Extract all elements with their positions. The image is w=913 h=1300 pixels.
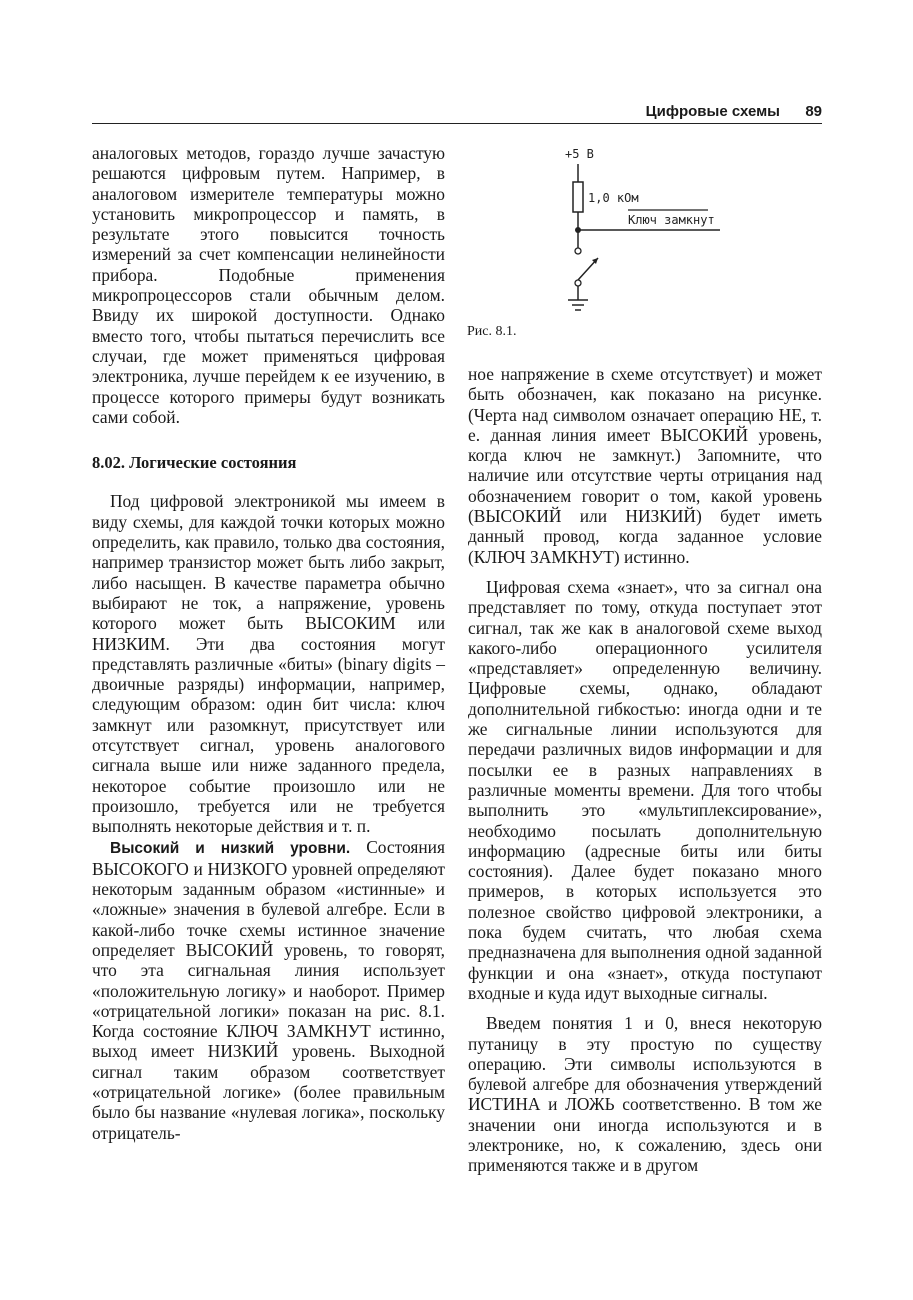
paragraph-text: Состояния ВЫСОКОГО и НИЗКОГО уровней определяют некоторым заданным образом «истинные» и «ложные» значения в булевой алгебре. Если в какой-либо точке схемы истинное значение определяет ВЫСОКИЙ уровень, то говорят, что эта сигнальная линия использует «положительную логику» и наоборот. Пример «отрицательной логики» показан на рис. 8.1. Когда состояние КЛЮЧ ЗАМКНУТ истинно, выход имеет НИЗКИЙ уровень. Выходной сигнал таким образом соответствует «отрицательной логике» (более правильным было бы название «нулевая логика», поскольку отрицатель- (92, 836, 445, 1143)
output-label: Ключ замкнут (628, 213, 715, 227)
resistor (573, 182, 583, 212)
page-number: 89 (805, 103, 822, 120)
paragraph: ное напряжение в схеме отсутствует) и может быть обозначен, как показано на рисунке. (Черта над символом означает операцию НЕ, т. е. данная линия имеет ВЫСОКИЙ уровень, когда ключ не замкнут.) Запомните, что наличие или отсутствие черты отрицания над обозначением говорит о том, какой уровень (ВЫСОКИЙ или НИЗКИЙ) будет иметь данный провод, когда заданное условие (КЛЮЧ ЗАМКНУТ) истинно. (468, 364, 822, 567)
paragraph: Под цифровой электроникой мы имеем в виду схемы, для каждой точки которых можно определить, как правило, только два состояния, например транзистор может быть либо закрыт, либо насыщен. В качестве параметра обычно выбирают не ток, а напряжение, уровень которого может быть ВЫСОКИМ или НИЗКИМ. Эти два состояния могут представлять различные «биты» (binary digits – двоичные разряды) информации, например, следующим образом: один бит числа: ключ замкнут или разомкнут, присутствует или отсутствует сигнал, уровень аналогового сигнала выше или ниже заданного предела, некоторое событие произошло или не произошло, требуется или не требуется выполнять некоторые действия и т. п. (92, 491, 445, 837)
resistor-label: 1,0 кОм (588, 191, 639, 205)
figure-caption: Рис. 8.1. (467, 324, 517, 339)
right-column (468, 364, 822, 1176)
section-heading: 8.02. Логические состояния (92, 453, 297, 473)
running-header (92, 100, 822, 124)
run-in-heading: Высокий и низкий уровни. (110, 839, 351, 857)
paragraph: аналоговых методов, гораздо лучше зачастую решаются цифровым путем. Например, в аналоговом измерителе температуры можно установить микропроцессор и память, в результате этого повысится точность измерений за счет компенсации нелинейности прибора. Подобные применения микропроцессоров стали обычным делом. Ввиду их широкой доступности. Однако вместо того, чтобы пытаться перечислить все случаи, где может применяться цифровая электроника, лучше перейдем к ее изучению, в процессе которого примеры будут возникать сами собой. (92, 143, 445, 427)
paragraph: Цифровая схема «знает», что за сигнал она представляет по тому, откуда поступает этот сигнал, так же как в аналоговой схеме выход какого-либо операционного усилителя «представляет» определенную величину. Цифровые схемы, однако, обладают дополнительной гибкостью: иногда одни и те же сигнальные линии используются для передачи различных видов информации и для посылки ее в разных направлениях в различные моменты времени. Для того чтобы выполнить это «мультиплексирование», необходимо посылать дополнительную информацию (адресные биты или биты состояния). Далее будет показано много примеров, в которых используется это полезное свойство цифровой электроники, а пока будем считать, что любая схема предназначена для выполнения одной заданной функции и она «знает», откуда поступают входные и куда идут выходные сигналы. (468, 576, 822, 1003)
header-rule (92, 123, 822, 124)
paragraph (92, 837, 445, 1143)
switch-contact-top (575, 248, 581, 254)
left-column (92, 143, 445, 1143)
header-title: Цифровые схемы (645, 103, 780, 120)
paragraph: Введем понятия 1 и 0, внеся некоторую путаницу в эту простую по существу операцию. Эти символы используются в булевой алгебре для обозначения утверждений ИСТИНА и ЛОЖЬ соответственно. В том же значении они иногда используются и в электронике, но, к сожалению, здесь они применяются также и в другом (468, 1013, 822, 1176)
figure-8-1-circuit (520, 140, 750, 325)
supply-label: +5 В (565, 147, 594, 161)
switch-contact-bottom (575, 280, 581, 286)
